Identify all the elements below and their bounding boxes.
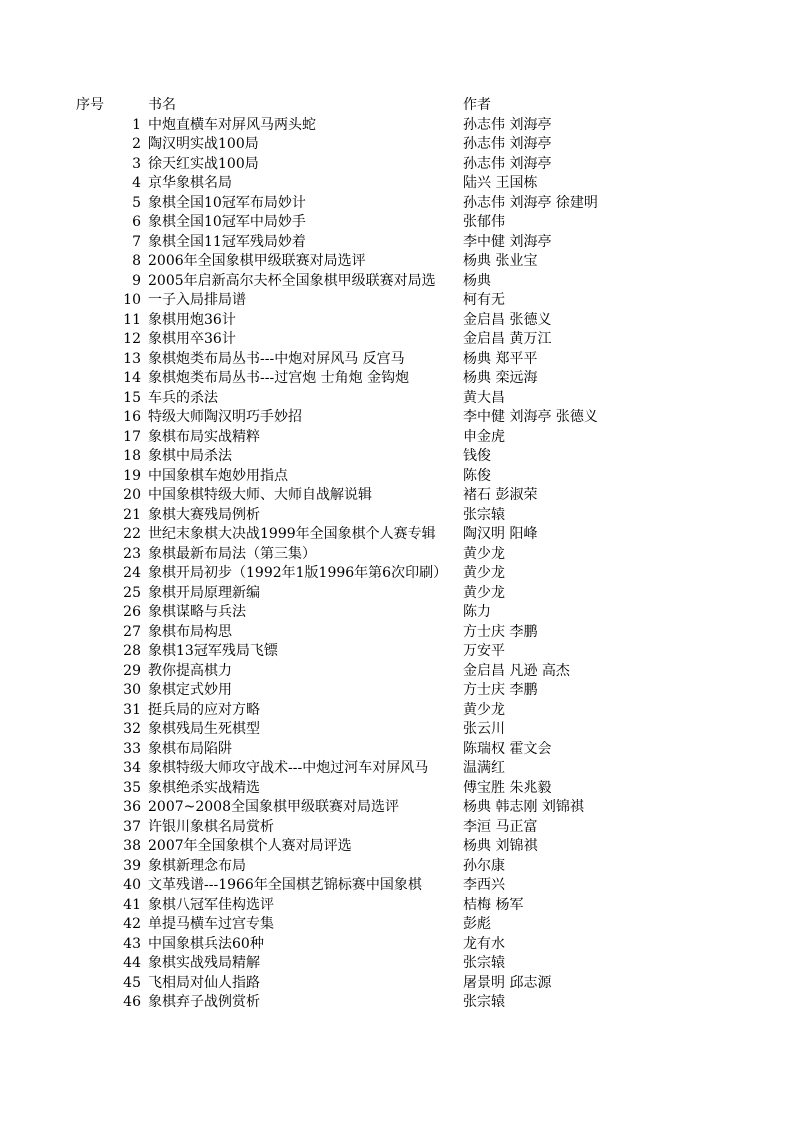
- table-row: [0, 662, 794, 682]
- book-title: 中国象棋特级大师、大师自战解说辑: [148, 487, 372, 503]
- row-number: 44: [123, 955, 141, 971]
- book-author: 龙有水: [463, 935, 505, 952]
- table-row: [0, 759, 794, 779]
- book-title: 2007年全国象棋个人赛对局评选: [148, 838, 352, 854]
- book-title: 中国象棋车炮妙用指点: [148, 467, 288, 484]
- table-row: [0, 174, 794, 194]
- table-row: [0, 194, 794, 214]
- table-row: [0, 915, 794, 935]
- book-title: 象棋用炮36计: [148, 311, 236, 328]
- book-title: 象棋布局构思: [148, 623, 232, 640]
- table-row: [0, 779, 794, 799]
- table-row: [0, 272, 794, 292]
- row-number: 9: [132, 272, 141, 289]
- book-author: 褚石 彭淑荣: [463, 487, 538, 503]
- book-title: 飞相局对仙人指路: [148, 974, 260, 991]
- row-number: 27: [123, 623, 141, 640]
- row-number: 24: [123, 565, 141, 581]
- book-author: 陶汉明 阳峰: [463, 526, 538, 542]
- book-author: 彭彪: [463, 916, 491, 932]
- book-title: 单提马横车过宫专集: [148, 916, 274, 932]
- table-row: [0, 935, 794, 955]
- row-number: 2: [132, 136, 141, 152]
- book-author: 杨典: [463, 272, 491, 289]
- book-title: 2007~2008全国象棋甲级联赛对局选评: [148, 799, 399, 815]
- book-title: 象棋布局陷阱: [148, 740, 232, 757]
- table-row: [0, 428, 794, 448]
- table-row: [0, 135, 794, 155]
- book-author: 桔梅 杨军: [463, 896, 524, 913]
- row-number: 17: [123, 428, 141, 445]
- table-row: [0, 389, 794, 409]
- header-title: 书名: [148, 97, 176, 113]
- book-title: 中国象棋兵法60种: [148, 935, 264, 952]
- table-row: [0, 447, 794, 467]
- table-row: [0, 350, 794, 370]
- table-row: [0, 213, 794, 233]
- row-number: 30: [123, 682, 141, 698]
- book-author: 李中健 刘海亭 张德义: [463, 409, 598, 425]
- row-number: 5: [132, 194, 141, 211]
- book-title: 徐天红实战100局: [148, 155, 259, 172]
- book-author: 杨典 栾远海: [463, 370, 538, 386]
- table-row: [0, 369, 794, 389]
- book-author: 李西兴: [463, 877, 505, 893]
- book-title: 象棋谋略与兵法: [148, 604, 246, 620]
- book-title: 象棋13冠军残局飞镖: [148, 643, 278, 659]
- row-number: 4: [132, 175, 141, 191]
- row-number: 23: [123, 545, 141, 562]
- table-row: [0, 896, 794, 916]
- book-title: 象棋特级大师攻守战术---中炮过河车对屏风马: [148, 760, 429, 776]
- book-title: 许银川象棋名局赏析: [148, 818, 274, 835]
- table-row: [0, 467, 794, 487]
- book-author: 杨典 张业宝: [463, 253, 538, 269]
- table-row: [0, 506, 794, 526]
- row-number: 39: [123, 857, 141, 874]
- table-row: [0, 720, 794, 740]
- table-row: [0, 857, 794, 877]
- row-number: 43: [123, 935, 141, 952]
- row-number: 40: [123, 877, 141, 893]
- table-row: [0, 954, 794, 974]
- row-number: 1: [132, 116, 141, 133]
- book-author: 陈力: [463, 604, 491, 620]
- book-author: 陈俊: [463, 467, 491, 484]
- table-row: [0, 603, 794, 623]
- header-row: [0, 96, 794, 116]
- book-title: 象棋定式妙用: [148, 682, 232, 698]
- row-number: 41: [123, 896, 141, 913]
- book-author: 陆兴 王国栋: [463, 175, 538, 191]
- book-author: 温满红: [463, 760, 505, 776]
- row-number: 21: [123, 506, 141, 523]
- table-row: [0, 642, 794, 662]
- table-row: [0, 740, 794, 760]
- table-row: [0, 486, 794, 506]
- book-author: 金启昌 黄万江: [463, 331, 552, 347]
- book-author: 杨典 刘锦祺: [463, 838, 538, 854]
- book-author: 万安平: [463, 643, 505, 659]
- book-title: 象棋开局原理新编: [148, 584, 260, 601]
- row-number: 7: [132, 233, 141, 250]
- table-row: [0, 681, 794, 701]
- row-number: 34: [123, 760, 141, 776]
- book-title: 教你提高棋力: [148, 662, 232, 679]
- book-author: 屠景明 邱志源: [463, 974, 552, 991]
- book-author: 张郁伟: [463, 214, 505, 230]
- row-number: 19: [123, 467, 141, 484]
- table-row: [0, 291, 794, 311]
- table-row: [0, 837, 794, 857]
- row-number: 38: [123, 838, 141, 854]
- book-title: 世纪末象棋大决战1999年全国象棋个人赛专辑: [148, 526, 436, 542]
- book-author: 张宗辕: [463, 955, 505, 971]
- row-number: 8: [132, 253, 141, 269]
- row-number: 25: [123, 584, 141, 601]
- row-number: 45: [123, 974, 141, 991]
- book-author: 张宗辕: [463, 506, 505, 523]
- table-row: [0, 330, 794, 350]
- book-author: 傅宝胜 朱兆毅: [463, 779, 552, 796]
- table-row: [0, 993, 794, 1013]
- table-row: [0, 798, 794, 818]
- table-row: [0, 252, 794, 272]
- book-author: 黄大昌: [463, 389, 505, 406]
- book-author: 李中健 刘海亭: [463, 233, 552, 250]
- table-row: [0, 116, 794, 136]
- book-author: 黄少龙: [463, 701, 505, 718]
- table-row: [0, 818, 794, 838]
- header-author: 作者: [463, 97, 491, 113]
- table-row: [0, 311, 794, 331]
- row-number: 31: [123, 701, 141, 718]
- table-row: [0, 155, 794, 175]
- book-title: 象棋全国10冠军中局妙手: [148, 214, 306, 230]
- book-title: 象棋八冠军佳构选评: [148, 896, 274, 913]
- table-row: [0, 564, 794, 584]
- book-title: 象棋绝杀实战精选: [148, 779, 260, 796]
- row-number: 15: [123, 389, 141, 406]
- book-title: 车兵的杀法: [148, 389, 218, 406]
- book-title: 象棋开局初步（1992年1版1996年第6次印刷）: [148, 565, 448, 581]
- row-number: 33: [123, 740, 141, 757]
- row-number: 20: [123, 487, 141, 503]
- table-row: [0, 408, 794, 428]
- book-list-sheet: [0, 96, 794, 1013]
- row-number: 22: [123, 526, 141, 542]
- book-title: 文革残谱---1966年全国棋艺锦标赛中国象棋: [148, 877, 422, 893]
- book-author: 方士庆 李鹏: [463, 623, 538, 640]
- book-title: 象棋大赛残局例析: [148, 506, 260, 523]
- book-title: 象棋新理念布局: [148, 857, 246, 874]
- book-title: 京华象棋名局: [148, 175, 232, 191]
- book-title: 中炮直横车对屏风马两头蛇: [148, 116, 316, 133]
- book-author: 杨典 郑平平: [463, 350, 538, 367]
- book-author: 孙尔康: [463, 857, 505, 874]
- book-title: 象棋全国11冠军残局妙着: [148, 233, 306, 250]
- row-number: 28: [123, 643, 141, 659]
- row-number: 29: [123, 662, 141, 679]
- header-no: 序号: [76, 97, 104, 113]
- row-number: 26: [123, 604, 141, 620]
- row-number: 32: [123, 721, 141, 737]
- row-number: 46: [123, 994, 141, 1010]
- table-row: [0, 623, 794, 643]
- book-author: 方士庆 李鹏: [463, 682, 538, 698]
- row-number: 14: [123, 370, 141, 386]
- table-row: [0, 974, 794, 994]
- book-author: 柯有无: [463, 292, 505, 308]
- row-number: 16: [123, 409, 141, 425]
- row-number: 18: [123, 448, 141, 464]
- book-title: 象棋中局杀法: [148, 448, 232, 464]
- book-title: 挺兵局的应对方略: [148, 701, 260, 718]
- row-number: 35: [123, 779, 141, 796]
- book-author: 孙志伟 刘海亭: [463, 155, 552, 172]
- row-number: 3: [132, 155, 141, 172]
- book-title: 象棋弃子战例赏析: [148, 994, 260, 1010]
- book-author: 陈瑞权 霍文会: [463, 740, 552, 757]
- book-title: 象棋布局实战精粹: [148, 428, 260, 445]
- table-row: [0, 701, 794, 721]
- book-title: 象棋炮类布局丛书---过宫炮 士角炮 金钩炮: [148, 370, 410, 386]
- row-number: 13: [123, 350, 141, 367]
- book-author: 张宗辕: [463, 994, 505, 1010]
- book-author: 孙志伟 刘海亭 徐建明: [463, 194, 598, 211]
- book-title: 特级大师陶汉明巧手妙招: [148, 409, 302, 425]
- book-author: 李洹 马正富: [463, 818, 538, 835]
- book-title: 象棋实战残局精解: [148, 955, 260, 971]
- book-title: 象棋全国10冠军布局妙计: [148, 194, 306, 211]
- book-title: 象棋用卒36计: [148, 331, 236, 347]
- table-row: [0, 584, 794, 604]
- book-author: 金启昌 张德义: [463, 311, 552, 328]
- book-title: 象棋残局生死棋型: [148, 721, 260, 737]
- row-number: 11: [123, 311, 141, 328]
- row-number: 37: [123, 818, 141, 835]
- row-number: 12: [123, 331, 141, 347]
- book-author: 钱俊: [463, 448, 491, 464]
- table-row: [0, 233, 794, 253]
- row-number: 36: [123, 799, 141, 815]
- book-author: 黄少龙: [463, 545, 505, 562]
- book-title: 一子入局排局谱: [148, 292, 246, 308]
- table-row: [0, 876, 794, 896]
- row-number: 42: [123, 916, 141, 932]
- book-title: 2005年启新高尔夫杯全国象棋甲级联赛对局选: [148, 272, 436, 289]
- row-number: 6: [132, 214, 141, 230]
- book-title: 陶汉明实战100局: [148, 136, 259, 152]
- book-author: 张云川: [463, 721, 505, 737]
- book-author: 杨典 韩志刚 刘锦祺: [463, 799, 584, 815]
- book-author: 申金虎: [463, 428, 505, 445]
- book-author: 黄少龙: [463, 584, 505, 601]
- row-number: 10: [123, 292, 141, 308]
- book-author: 黄少龙: [463, 565, 505, 581]
- table-row: [0, 525, 794, 545]
- book-author: 金启昌 凡逊 高杰: [463, 662, 570, 679]
- book-title: 2006年全国象棋甲级联赛对局选评: [148, 253, 366, 269]
- table-row: [0, 545, 794, 565]
- book-rows: [0, 116, 794, 1013]
- book-author: 孙志伟 刘海亭: [463, 136, 552, 152]
- book-title: 象棋最新布局法（第三集）: [148, 545, 316, 562]
- book-author: 孙志伟 刘海亭: [463, 116, 552, 133]
- book-title: 象棋炮类布局丛书---中炮对屏风马 反宫马: [148, 350, 405, 367]
